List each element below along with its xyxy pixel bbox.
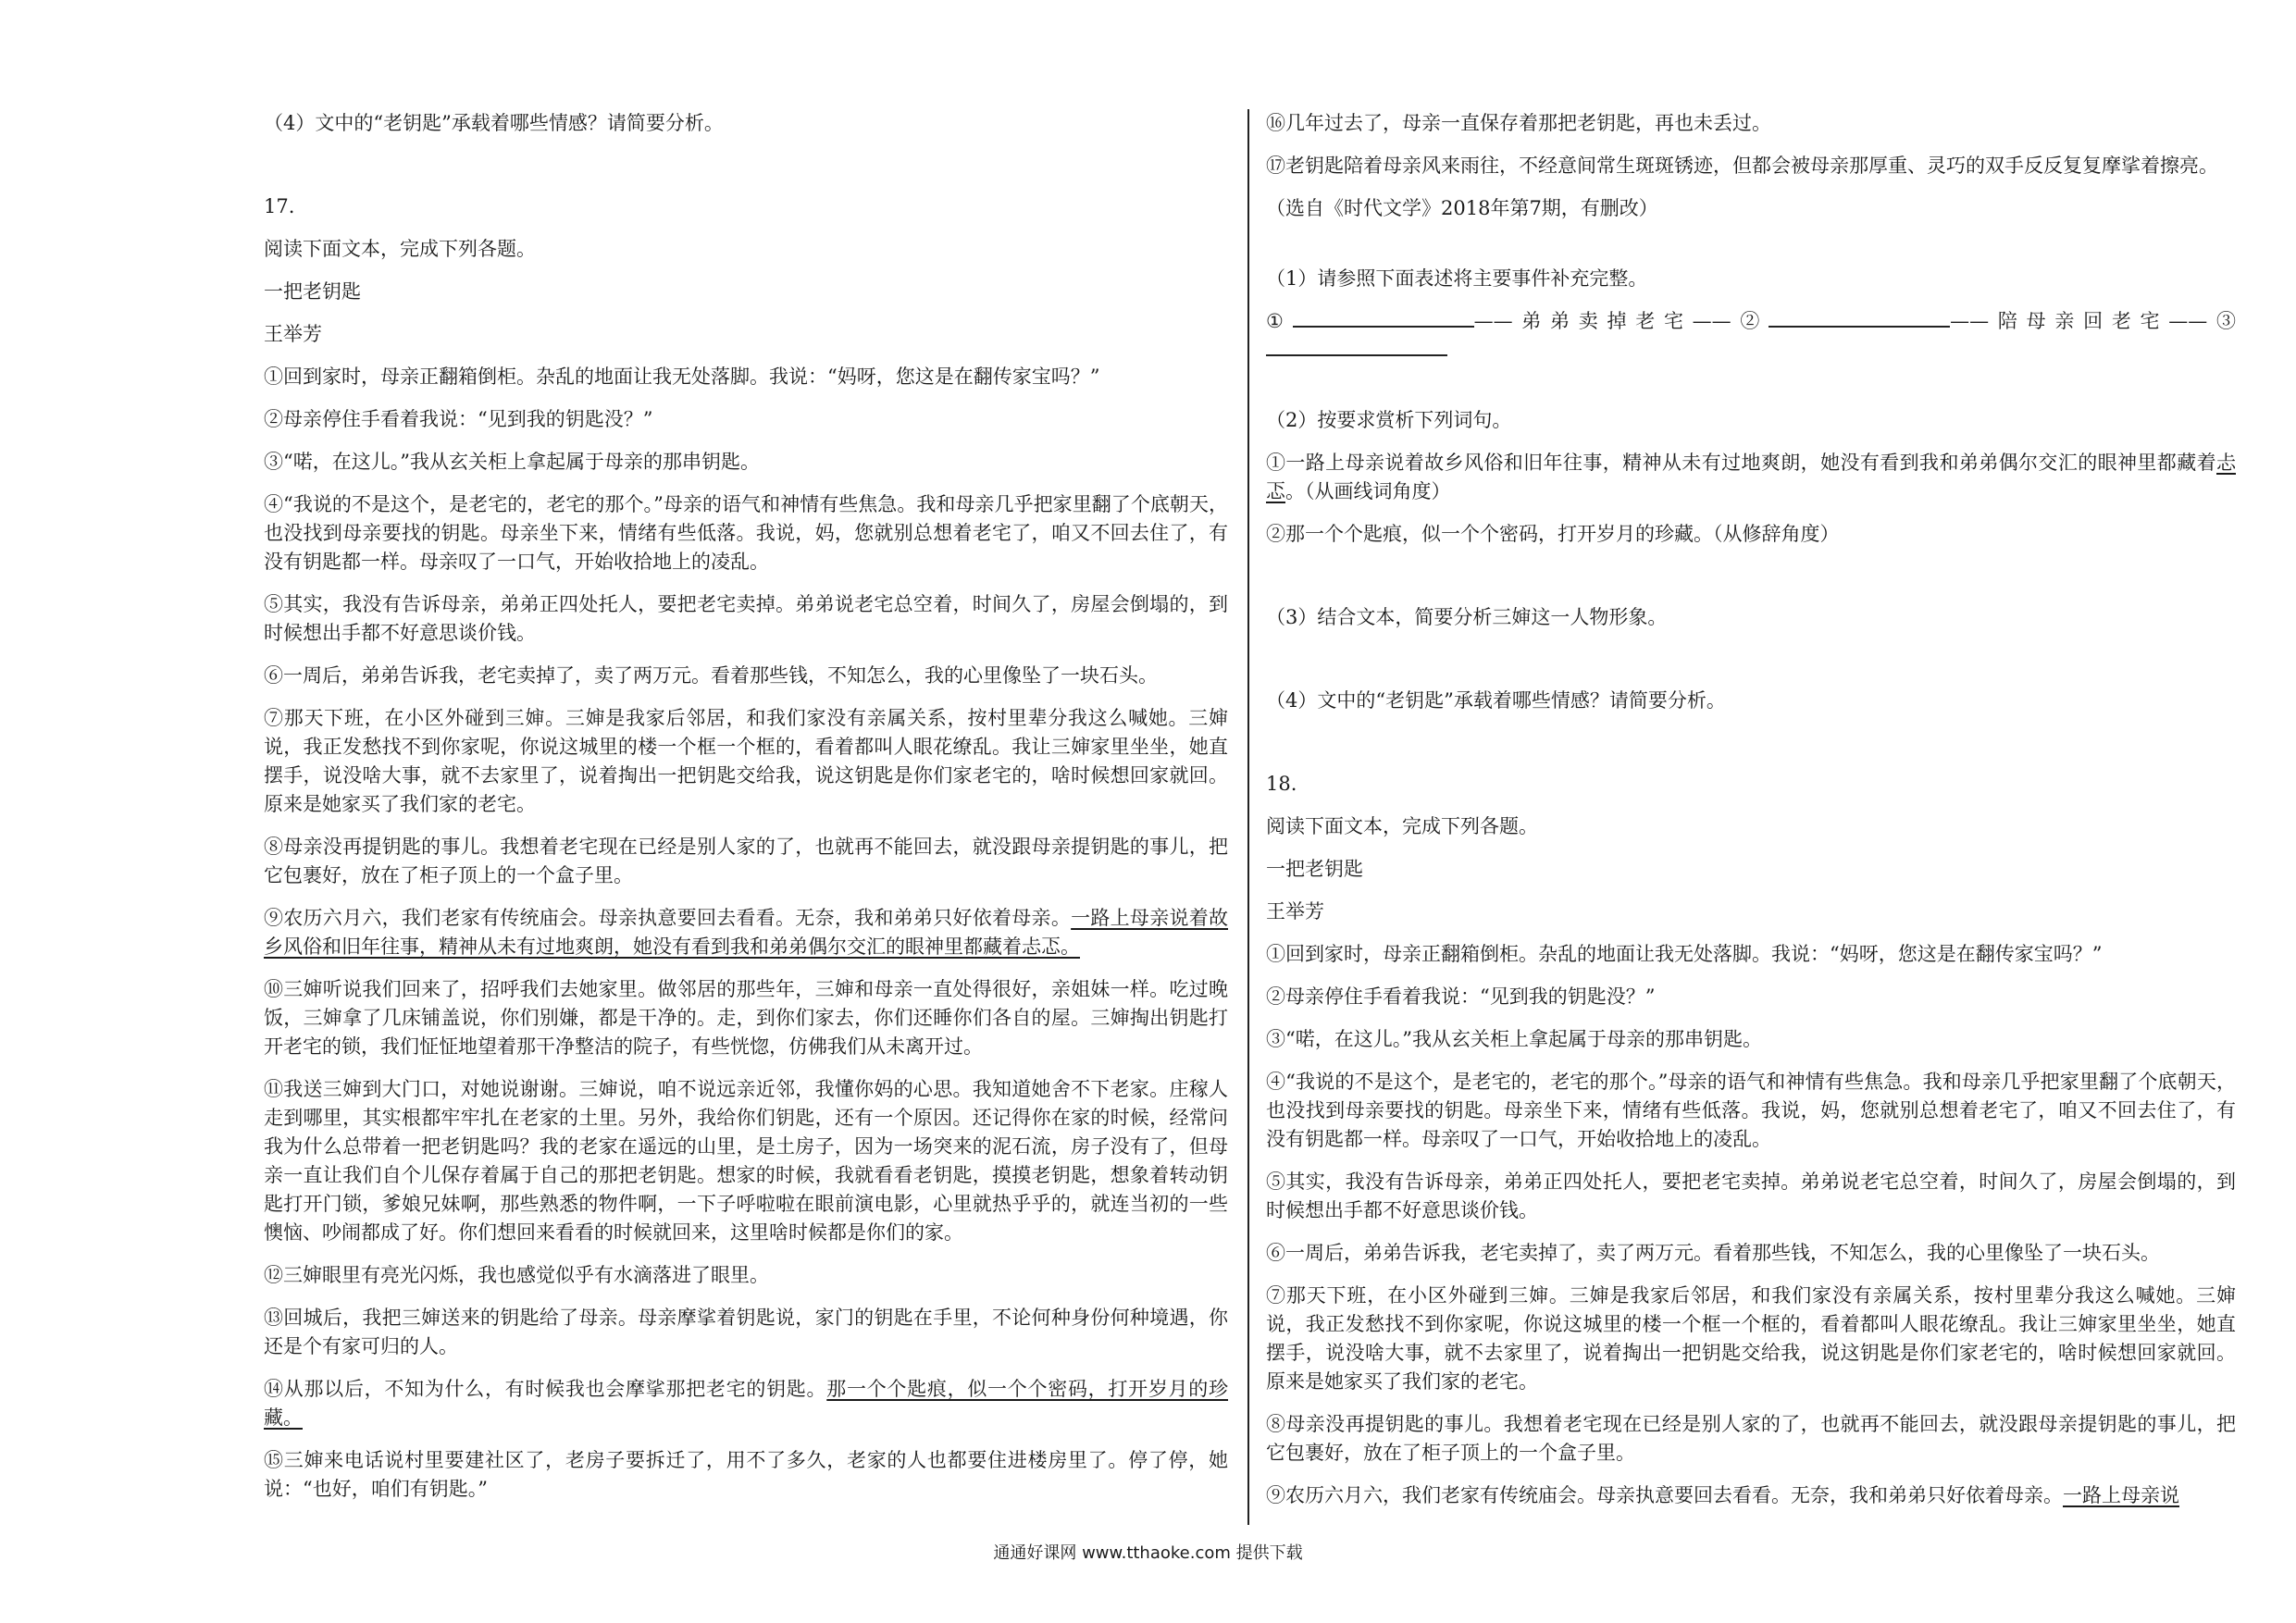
paragraph-9-copy: [1266, 1481, 2236, 1510]
paragraph-9: [264, 904, 1228, 961]
paragraph-7-copy: ⑦那天下班，在小区外碰到三婶。三婶是我家后邻居，和我们家没有亲属关系，按村里辈分我这么喊她。三婶说，我正发愁找不到你家呢，你说这城里的楼一个框一个框的，看着都叫人眼花缭乱。我让三婶家里坐坐，她直摆手，说没啥大事，就不去家里了，说着掏出一把钥匙交给我，说这钥匙是你们家老宅的，啥时候想回家就回。原来是她家买了我们家的老宅。: [1266, 1284, 2236, 1393]
right-column: [1266, 109, 2236, 1524]
paragraph-9-underlined: 一路上母亲说着故乡风俗和旧年往事，精神从未有过地爽朗，她没有看到我和弟弟偶尔交汇的眼神里都藏着忐忑。: [264, 907, 1229, 958]
event-marker-1: ①: [1266, 310, 1293, 332]
paragraph-3-copy: ③“喏，在这儿。”我从玄关柜上拿起属于母亲的那串钥匙。: [1266, 1028, 1762, 1050]
question-2-item-1: [1266, 449, 2236, 506]
paragraph-14-text: ⑭从那以后，不知为什么，有时候我也会摩挲那把老宅的钥匙。: [264, 1378, 827, 1400]
paragraph-1: ①回到家时，母亲正翻箱倒柜。杂乱的地面让我无处落脚。我说：“妈呀，您这是在翻传家宝吗？”: [264, 365, 1100, 388]
question-18-instruction: 阅读下面文本，完成下列各题。: [1266, 815, 1538, 837]
paragraph-4: ④“我说的不是这个，是老宅的，老宅的那个。”母亲的语气和神情有些焦急。我和母亲几乎把家里翻了个底朝天，也没找到母亲要找的钥匙。母亲坐下来，情绪有些低落。我说，妈，您就别总想着老宅了，咱又不回去住了，有没有钥匙都一样。母亲叹了一口气，开始收拾地上的凌乱。: [264, 493, 1228, 573]
paragraph-12: ⑫三婶眼里有亮光闪烁，我也感觉似乎有水滴落进了眼里。: [264, 1264, 769, 1286]
paragraph-6: ⑥一周后，弟弟告诉我，老宅卖掉了，卖了两万元。看着那些钱，不知怎么，我的心里像坠了一块石头。: [264, 664, 1158, 687]
event-return-home: ——陪母亲回老宅——③: [1950, 310, 2237, 332]
article-author: 王举芳: [264, 323, 322, 345]
article-author-2: 王举芳: [1266, 900, 1324, 923]
column-divider: [1247, 109, 1249, 1525]
article-title: 一把老钥匙: [264, 280, 361, 303]
paragraph-17: ⑰老钥匙陪着母亲风来雨往，不经意间常生斑斑锈迹，但都会被母亲那厚重、灵巧的双手反反复复摩挲着擦亮。: [1266, 155, 2218, 177]
question-2-item-2: ②那一个个匙痕，似一个个密码，打开岁月的珍藏。（从修辞角度）: [1266, 523, 1840, 545]
paragraph-9-copy-text: ⑨农历六月六，我们老家有传统庙会。母亲执意要回去看看。无奈，我和弟弟只好依着母亲。: [1266, 1484, 2063, 1506]
paragraph-3: ③“喏，在这儿。”我从玄关柜上拿起属于母亲的那串钥匙。: [264, 451, 760, 473]
paragraph-15: ⑮三婶来电话说村里要建社区了，老房子要拆迁了，用不了多久，老家的人也都要住进楼房里了。停了停，她说：“也好，咱们有钥匙。”: [264, 1449, 1228, 1500]
paragraph-11: ⑪我送三婶到大门口，对她说谢谢。三婶说，咱不说远亲近邻，我懂你妈的心思。我知道她舍不下老家。庄稼人走到哪里，其实根都牢牢扎在老家的土里。另外，我给你们钥匙，还有一个原因。还记得你在家的时候，经常问我为什么总带着一把老钥匙吗？我的老家在遥远的山里，是土房子，因为一场突来的泥石流，房子没有了，但母亲一直让我们自个儿保存着属于自己的那把老钥匙。想家的时候，我就看看老钥匙，摸摸老钥匙，想象着转动钥匙打开门锁，爹娘兄妹啊，那些熟悉的物件啊，一下子呼啦啦在眼前演电影，心里就热乎乎的，就连当初的一些懊恼、吵闹都成了好。你们想回来看看的时候就回来，这里啥时候都是你们的家。: [264, 1078, 1228, 1244]
left-column: [264, 109, 1228, 1518]
paragraph-6-copy: ⑥一周后，弟弟告诉我，老宅卖掉了，卖了两万元。看着那些钱，不知怎么，我的心里像坠了一块石头。: [1266, 1242, 2160, 1264]
paragraph-1-copy: ①回到家时，母亲正翻箱倒柜。杂乱的地面让我无处落脚。我说：“妈呀，您这是在翻传家宝吗？”: [1266, 943, 2103, 965]
paragraph-4-copy: ④“我说的不是这个，是老宅的，老宅的那个。”母亲的语气和神情有些焦急。我和母亲几乎把家里翻了个底朝天，也没找到母亲要找的钥匙。母亲坐下来，情绪有些低落。我说，妈，您就别总想着老宅了，咱又不回去住了，有没有钥匙都一样。母亲叹了一口气，开始收拾地上的凌乱。: [1266, 1071, 2236, 1150]
question-1: （1）请参照下面表述将主要事件补充完整。: [1266, 267, 1648, 290]
question-2-item-1-hint: 。（从画线词角度）: [1285, 480, 1451, 502]
paragraph-5: ⑤其实，我没有告诉母亲，弟弟正四处托人，要把老宅卖掉。弟弟说老宅总空着，时间久了，房屋会倒塌的，到时候想出手都不好意思谈价钱。: [264, 593, 1228, 644]
question-17-instruction: 阅读下面文本，完成下列各题。: [264, 238, 536, 260]
paragraph-2: ②母亲停住手看着我说：“见到我的钥匙没？”: [264, 408, 653, 430]
paragraph-8: ⑧母亲没再提钥匙的事儿。我想着老宅现在已经是别人家的了，也就再不能回去，就没跟母亲提钥匙的事儿，把它包裹好，放在了柜子顶上的一个盒子里。: [264, 836, 1228, 886]
article-title-2: 一把老钥匙: [1266, 858, 1363, 880]
paragraph-9-text: ⑨农历六月六，我们老家有传统庙会。母亲执意要回去看看。无奈，我和弟弟只好依着母亲。: [264, 907, 1072, 929]
paragraph-2-copy: ②母亲停住手看着我说：“见到我的钥匙没？”: [1266, 985, 1656, 1008]
paragraph-14-underlined: 那一个个匙痕，似一个个密码，打开岁月的珍藏。: [264, 1378, 1229, 1429]
question-16-4: （4）文中的“老钥匙”承载着哪些情感？请简要分析。: [264, 112, 724, 134]
question-3: （3）结合文本，简要分析三婶这一人物形象。: [1266, 606, 1668, 628]
paragraph-14: [264, 1375, 1228, 1432]
event-sell-house: ——弟弟卖掉老宅——②: [1473, 310, 1769, 332]
question-1-events: [1266, 307, 2236, 365]
question-2-item-1-underlined: 忐忑: [1266, 452, 2236, 502]
paragraph-7: ⑦那天下班，在小区外碰到三婶。三婶是我家后邻居，和我们家没有亲属关系，按村里辈分我这么喊她。三婶说，我正发愁找不到你家呢，你说这城里的楼一个框一个框的，看着都叫人眼花缭乱。我让三婶家里坐坐，她直摆手，说没啥大事，就不去家里了，说着掏出一把钥匙交给我，说这钥匙是你们家老宅的，啥时候想回家就回。原来是她家买了我们家的老宅。: [264, 707, 1228, 815]
question-17-number: 17.: [264, 195, 295, 217]
paragraph-9-copy-underlined: 一路上母亲说: [2063, 1484, 2179, 1506]
blank-2[interactable]: [1769, 307, 1950, 328]
paragraph-10: ⑩三婶听说我们回来了，招呼我们去她家里。做邻居的那些年，三婶和母亲一直处得很好，亲姐妹一样。吃过晚饭，三婶拿了几床铺盖说，你们别嫌，都是干净的。走，到你们家去，你们还睡你们各自的屋。三婶掏出钥匙打开老宅的锁，我们怔怔地望着那干净整洁的院子，有些恍惚，仿佛我们从未离开过。: [264, 978, 1228, 1058]
blank-3[interactable]: [1266, 336, 1447, 356]
question-2: （2）按要求赏析下列词句。: [1266, 409, 1512, 431]
source-note: （选自《时代文学》2018年第7期，有删改）: [1266, 197, 1658, 219]
paragraph-5-copy: ⑤其实，我没有告诉母亲，弟弟正四处托人，要把老宅卖掉。弟弟说老宅总空着，时间久了，房屋会倒塌的，到时候想出手都不好意思谈价钱。: [1266, 1171, 2236, 1221]
blank-1[interactable]: [1293, 307, 1474, 328]
paragraph-13: ⑬回城后，我把三婶送来的钥匙给了母亲。母亲摩挲着钥匙说，家门的钥匙在手里，不论何种身份何种境遇，你还是个有家可归的人。: [264, 1307, 1228, 1357]
question-2-item-1-text: ①一路上母亲说着故乡风俗和旧年往事，精神从未有过地爽朗，她没有看到我和弟弟偶尔交汇的眼神里都藏着: [1266, 452, 2216, 474]
paragraph-16: ⑯几年过去了，母亲一直保存着那把老钥匙，再也未丢过。: [1266, 112, 1771, 134]
question-4: （4）文中的“老钥匙”承载着哪些情感？请简要分析。: [1266, 689, 1726, 712]
paragraph-8-copy: ⑧母亲没再提钥匙的事儿。我想着老宅现在已经是别人家的了，也就再不能回去，就没跟母亲提钥匙的事儿，把它包裹好，放在了柜子顶上的一个盒子里。: [1266, 1413, 2236, 1464]
page-footer: 通通好课网 www.tthaoke.com 提供下载: [993, 1543, 1303, 1563]
question-18-number: 18.: [1266, 773, 1297, 795]
